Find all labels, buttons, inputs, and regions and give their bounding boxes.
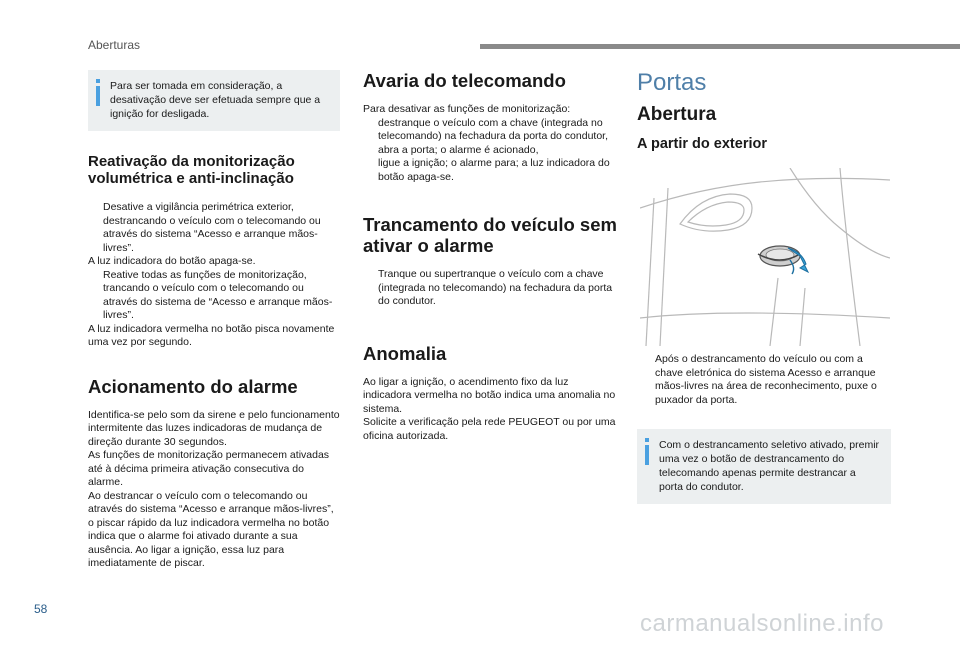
bullet-text: Reative todas as funções de monitorização, trancando o veículo com o telecomando ou através do sistema de “Acesso e arranque mãos-livres”. <box>103 268 333 321</box>
bullet-text: ligue a ignição; o alarme para; a luz indicadora do botão apaga-se. <box>378 157 610 183</box>
info-icon <box>643 438 655 468</box>
opening-title: Abertura <box>637 104 717 125</box>
bullet-text: abra a porta; o alarme é acionado, <box>378 143 539 156</box>
reactivation-bullet-1 <box>88 201 340 255</box>
section-label: Aberturas <box>88 38 141 52</box>
remote-fault-intro: Para desativar as funções de monitorização: <box>363 103 571 115</box>
locking-bullet-1 <box>363 268 619 309</box>
column-1 <box>88 70 340 571</box>
remote-fault-title: Avaria do telecomando <box>363 70 566 91</box>
watermark: carmanualsonline.info <box>640 610 884 637</box>
reactivation-title-line2: volumétrica e anti-inclinação <box>88 170 294 187</box>
anomaly-title: Anomalia <box>363 342 447 364</box>
reactivation-title <box>88 153 340 187</box>
locking-section <box>363 214 619 309</box>
column-2 <box>363 70 619 443</box>
doors-title: Portas <box>637 69 707 96</box>
header-bar <box>480 44 960 49</box>
locking-title-line1: Trancamento do veículo sem <box>363 214 617 235</box>
info-note-desactivation <box>88 70 340 131</box>
reactivation-title-line1: Reativação da monitorização <box>88 153 295 170</box>
remote-fault-bullet-1 <box>363 117 619 144</box>
reactivation-bullet-2 <box>88 269 340 323</box>
remote-fault-bullet-3 <box>363 157 619 184</box>
bullet-text: Após o destrancamento do veículo ou com a chave eletrónica do sistema Acesso e arranque mãos-livres na área de reconhecimento, puxe o puxador da porta. <box>655 353 877 406</box>
locking-title-line2: ativar o alarme <box>363 235 494 256</box>
anomaly-section <box>363 343 619 444</box>
bullet-text: Tranque ou supertranque o veículo com a chave (integrada no telecomando) na fechadura da porta do condutor. <box>378 268 613 307</box>
reactivation-section <box>88 153 340 350</box>
bullet-text: destranque o veículo com a chave (integrada no telecomando) na fechadura da porta do condutor, <box>378 116 608 142</box>
from-outside-title: A partir do exterior <box>637 136 767 152</box>
column-3 <box>637 70 891 153</box>
reactivation-text-1: A luz indicadora do botão apaga-se. <box>88 255 256 267</box>
locking-title <box>363 214 619 256</box>
info-note-selective <box>637 429 891 504</box>
reactivation-text-2: A luz indicadora vermelha no botão pisca novamente uma vez por segundo. <box>88 322 335 348</box>
col3-instructions <box>640 353 890 504</box>
door-handle-illustration <box>640 168 890 346</box>
note-text: Com o destrancamento seletivo ativado, premir uma vez o botão de destrancamento do telecomando apenas permite destrancar a porta do condutor. <box>659 439 880 493</box>
alarm-trigger-section <box>88 376 340 571</box>
note-text: Para ser tomada em consideração, a desativação deve ser efetuada sempre que a ignição for desligada. <box>110 80 321 120</box>
anomaly-text: Ao ligar a ignição, o acendimento fixo da luz indicadora vermelha no botão indica uma anomalia no sistema. Solicite a verificação pela rede PEUGEOT ou por uma oficina autorizada. <box>363 375 616 442</box>
door-opening-bullet <box>640 353 890 407</box>
alarm-trigger-title: Acionamento do alarme <box>88 375 298 397</box>
info-icon <box>94 79 106 109</box>
remote-fault-bullet-2 <box>363 144 619 158</box>
alarm-trigger-text: Identifica-se pelo som da sirene e pelo funcionamento intermitente das luzes indicadoras de mudança de direção durante 30 segundos. As funções de monitorização permanecem ativadas até à décima primeira ativação consecutiva do alarme. Ao destrancar o veículo com o telecomando ou através do sistema “Acesso e arranque mãos-livres”, o piscar rápido da luz indicadora vermelha no botão indica que o alarme foi ativado durante a sua ausência. Ao ligar a ignição, essa luz para imediatamente de piscar. <box>88 408 340 569</box>
page-number: 58 <box>34 602 48 616</box>
bullet-text: Desative a vigilância perimétrica exterior, destrancando o veículo com o telecomando ou através do sistema “Acesso e arranque mãos-livres”. <box>103 201 321 254</box>
